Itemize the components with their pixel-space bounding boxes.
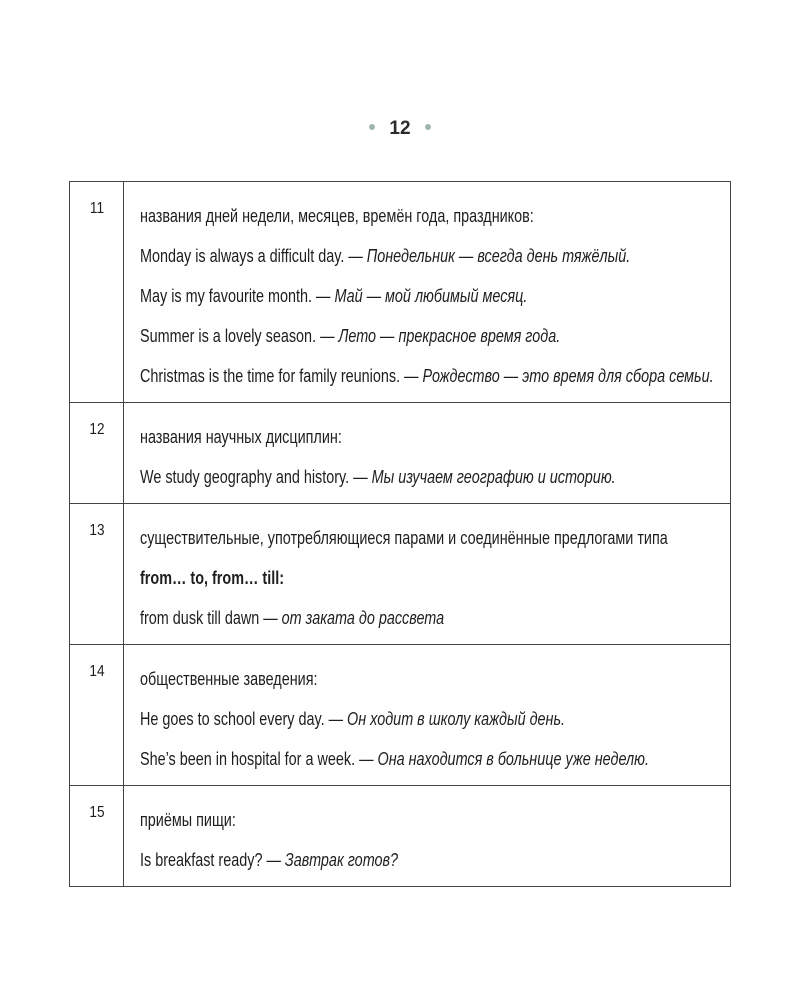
example-en: Christmas is the time for family reunions. — <box>140 366 419 386</box>
row-content <box>124 645 731 786</box>
row-number: 15 <box>74 786 120 887</box>
row-heading-bold: from… to, from… till: <box>140 568 284 588</box>
table-row <box>70 645 731 786</box>
page-number <box>0 118 800 140</box>
example-en: May is my favourite month. — <box>140 286 331 306</box>
row-content <box>124 182 731 403</box>
row-number: 12 <box>74 403 120 504</box>
table-row <box>70 182 731 403</box>
example-en: Summer is a lovely season. — <box>140 326 335 346</box>
row-heading: существительные, употребляющиеся парами и соединённые предлогами типа <box>140 528 668 548</box>
example-en: She’s been in hospital for a week. — <box>140 749 374 769</box>
example-line <box>140 316 601 356</box>
page-number-text: 12 <box>389 118 411 139</box>
example-ru: от заката до рассвета <box>281 608 445 628</box>
example-en: Is breakfast ready? — <box>140 850 281 870</box>
example-ru: Лето — прекрасное время года. <box>338 326 561 346</box>
bullet-dot-right <box>425 124 431 130</box>
row-content <box>124 403 731 504</box>
row-number: 11 <box>74 182 120 403</box>
example-line <box>140 356 716 396</box>
row-heading: общественные заведения: <box>140 669 318 689</box>
row-content <box>124 786 731 887</box>
rules-table <box>69 181 731 887</box>
table-row <box>70 786 731 887</box>
row-heading: названия дней недели, месяцев, времён года, праздников: <box>140 206 534 226</box>
example-ru: Мы изучаем географию и историю. <box>371 467 616 487</box>
row-heading: названия научных дисциплин: <box>140 427 342 447</box>
example-line <box>140 699 601 739</box>
example-ru: Май — мой любимый месяц. <box>334 286 528 306</box>
example-en: He goes to school every day. — <box>140 709 344 729</box>
row-heading: приёмы пищи: <box>140 810 236 830</box>
example-ru: Рождество — это время для сбора семьи. <box>422 366 714 386</box>
example-en: from dusk till dawn — <box>140 608 278 628</box>
example-line <box>140 236 631 276</box>
example-en: We study geography and history. — <box>140 467 368 487</box>
row-number: 13 <box>74 504 120 645</box>
example-ru: Понедельник — всегда день тяжёлый. <box>366 246 631 266</box>
example-line <box>140 276 601 316</box>
example-ru: Завтрак готов? <box>284 850 399 870</box>
example-line <box>140 739 649 779</box>
example-line <box>140 457 616 497</box>
table-row <box>70 504 731 645</box>
example-line <box>140 598 601 638</box>
row-number: 14 <box>74 645 120 786</box>
example-ru: Он ходит в школу каждый день. <box>347 709 566 729</box>
row-content <box>124 504 731 645</box>
example-ru: Она находится в больнице уже неделю. <box>377 749 649 769</box>
bullet-dot-left <box>369 124 375 130</box>
example-en: Monday is always a difficult day. — <box>140 246 363 266</box>
table-row <box>70 403 731 504</box>
example-line <box>140 840 601 880</box>
